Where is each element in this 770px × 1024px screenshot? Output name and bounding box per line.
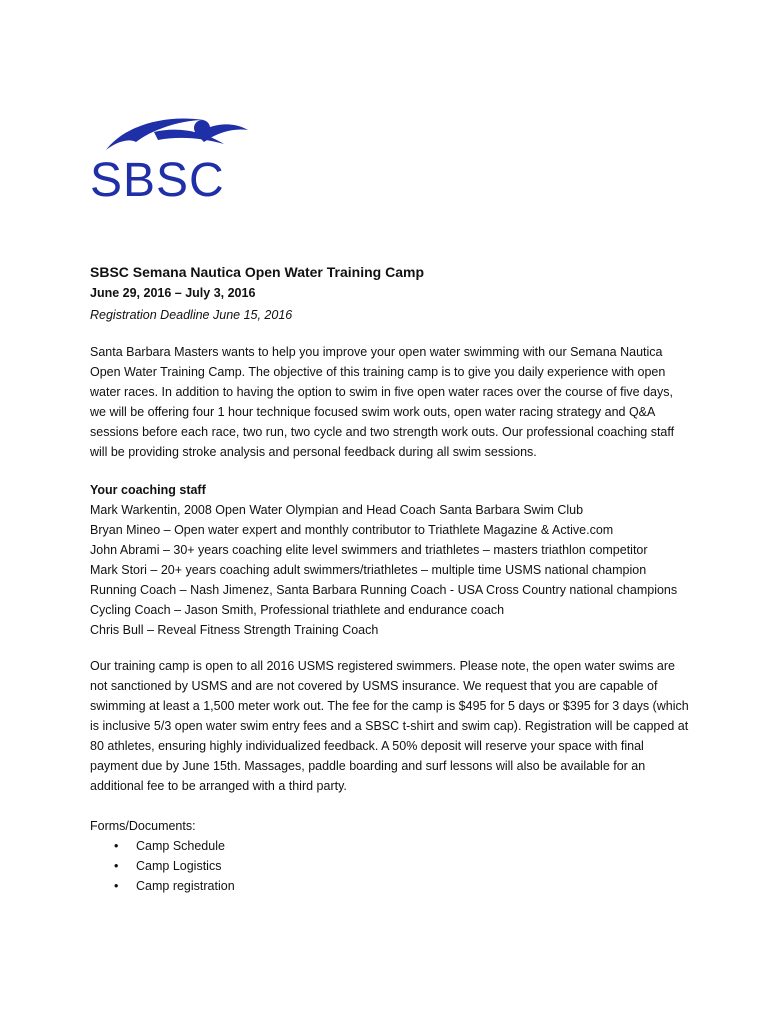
- documents-list: [90, 836, 690, 896]
- sbsc-logo: [84, 104, 264, 204]
- staff-line: Mark Stori – 20+ years coaching adult swimmers/triathletes – multiple time USMS national champion: [90, 563, 647, 577]
- staff-line: Running Coach – Nash Jimenez, Santa Barbara Running Coach - USA Cross Country national champions: [90, 583, 678, 597]
- document-link-camp-logistics[interactable]: Camp Logistics: [136, 859, 222, 873]
- list-item[interactable]: [90, 856, 690, 876]
- bullet-icon: •: [114, 859, 119, 873]
- bullet-icon: •: [114, 879, 119, 893]
- coaching-staff-heading: Your coaching staff: [90, 483, 206, 497]
- details-paragraph: Our training camp is open to all 2016 USMS registered swimmers. Please note, the open water swims are not sanctioned by USMS and are not covered by USMS insurance. We request that you are capable of swimming at least a 1,500 meter work out. The fee for the camp is $495 for 5 days or $395 for 3 days (which is inclusive 5/3 open water swim entry fees and a SBSC t-shirt and swim cap). Registration will be capped at 80 athletes, ensuring highly individualized feedback. A 50% deposit will reserve your space with final payment due by June 15th. Massages, paddle boarding and surf lessons will also be available for an additional fee to be arranged with a third party.: [90, 659, 689, 793]
- staff-line: Cycling Coach – Jason Smith, Professional triathlete and endurance coach: [90, 603, 505, 617]
- logo-wordmark: SBSC: [90, 154, 225, 204]
- staff-line: Bryan Mineo – Open water expert and monthly contributor to Triathlete Magazine & Active.com: [90, 523, 614, 537]
- forms-label: Forms/Documents:: [90, 819, 196, 833]
- page-title: SBSC Semana Nautica Open Water Training Camp: [90, 264, 425, 280]
- list-item[interactable]: [90, 876, 690, 896]
- document-link-camp-schedule[interactable]: Camp Schedule: [136, 839, 225, 853]
- document-link-camp-registration[interactable]: Camp registration: [136, 879, 235, 893]
- staff-line: Chris Bull – Reveal Fitness Strength Training Coach: [90, 623, 379, 637]
- staff-line: Mark Warkentin, 2008 Open Water Olympian and Head Coach Santa Barbara Swim Club: [90, 503, 584, 517]
- coaching-staff-list: [90, 500, 690, 640]
- bullet-icon: •: [114, 839, 119, 853]
- intro-paragraph: Santa Barbara Masters wants to help you improve your open water swimming with our Semana Nautica Open Water Training Camp. The objective of this training camp is to give you daily experience with open water races. In addition to having the option to swim in five open water races over the course of five days, we will be offering four 1 hour technique focused swim work outs, open water racing strategy and Q&A sessions before each race, two run, two cycle and two strength work outs. Our professional coaching staff will be providing stroke analysis and personal feedback during all swim sessions.: [90, 345, 675, 459]
- list-item[interactable]: [90, 836, 690, 856]
- camp-dates: June 29, 2016 – July 3, 2016: [90, 286, 256, 300]
- swimmer-logo-icon: [84, 104, 264, 204]
- staff-line: John Abrami – 30+ years coaching elite level swimmers and triathletes – masters triathlon competitor: [90, 543, 648, 557]
- registration-deadline: Registration Deadline June 15, 2016: [90, 308, 293, 322]
- document-body: [90, 262, 690, 896]
